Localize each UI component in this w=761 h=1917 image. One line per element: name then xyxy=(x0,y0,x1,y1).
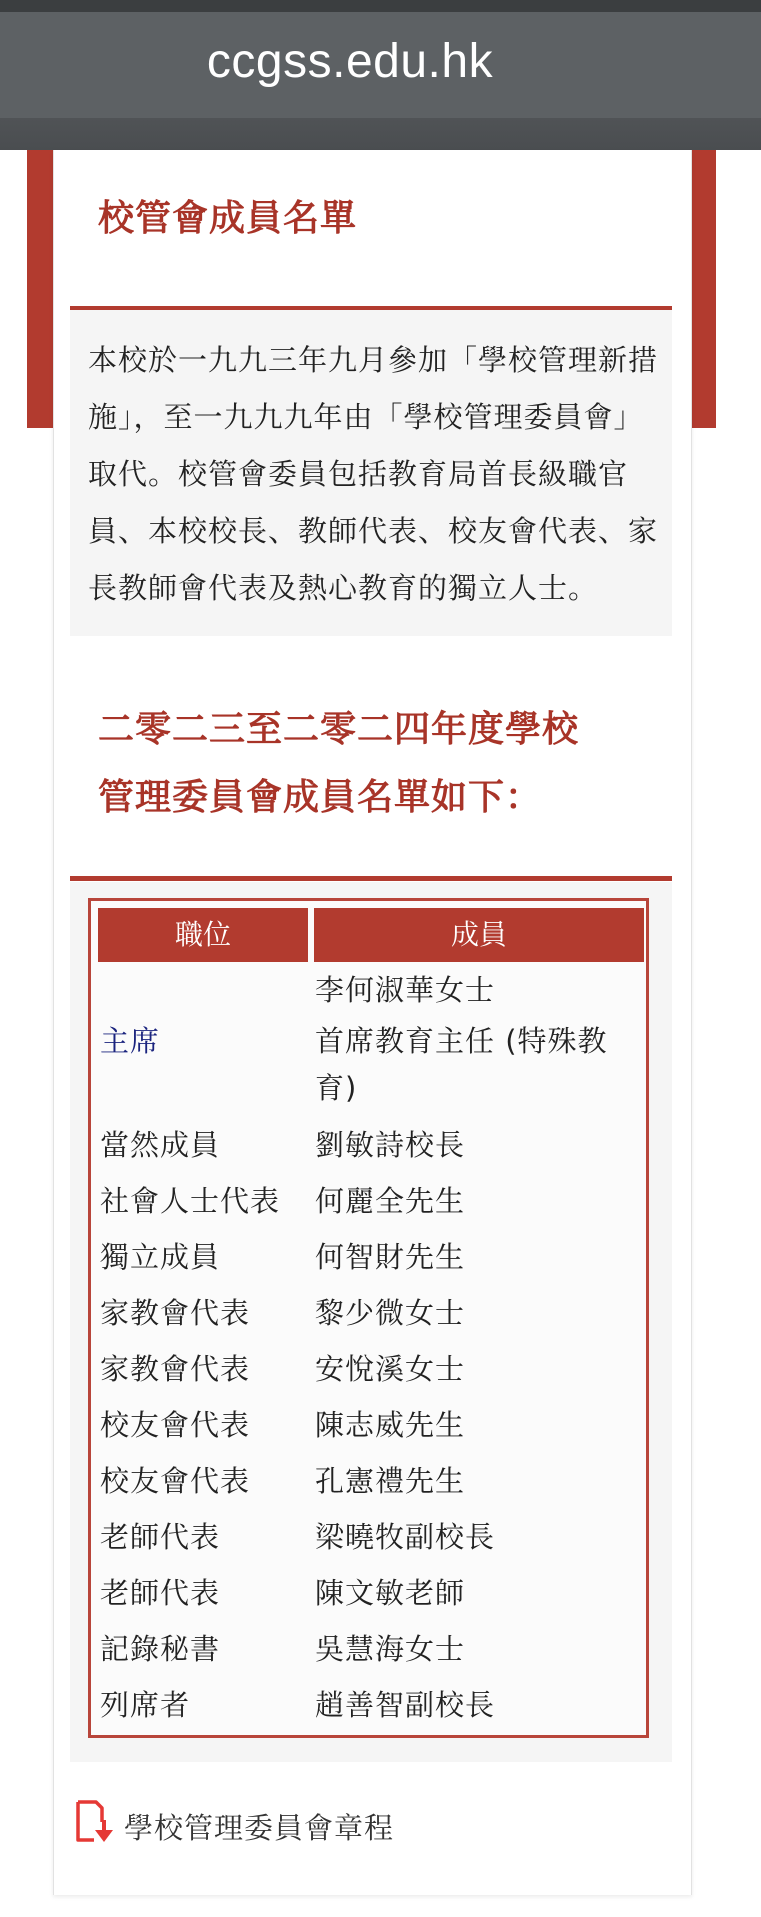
table-row-role: 列席者 xyxy=(100,1688,191,1722)
table-row-member: 何麗全先生 xyxy=(315,1184,466,1218)
table-row-role: 獨立成員 xyxy=(100,1240,221,1274)
header-role: 職位 xyxy=(98,908,308,962)
table-divider xyxy=(70,876,672,881)
table-row-member: 安悅溪女士 xyxy=(315,1352,466,1386)
chair-member-title-cont: 育) xyxy=(315,1071,358,1105)
table-row-role: 社會人士代表 xyxy=(100,1184,281,1218)
table-row-member: 孔憲禮先生 xyxy=(315,1464,466,1498)
table-row-member: 趙善智副校長 xyxy=(315,1688,496,1722)
table-row-role: 老師代表 xyxy=(100,1576,221,1610)
section-heading-line-2: 管理委員會成員名單如下： xyxy=(98,777,543,818)
chair-member-name: 李何淑華女士 xyxy=(315,973,496,1007)
table-row-member: 陳文敏老師 xyxy=(315,1576,466,1610)
document-link[interactable]: 學校管理委員會章程 xyxy=(124,1811,395,1845)
url-text[interactable]: ccgss.edu.hk xyxy=(206,35,494,88)
table-row-role: 家教會代表 xyxy=(100,1296,251,1330)
left-accent-bar xyxy=(27,150,53,428)
table-row-role: 記錄秘書 xyxy=(100,1632,221,1666)
table-row-role: 老師代表 xyxy=(100,1520,221,1554)
table-row-member: 陳志威先生 xyxy=(315,1408,466,1442)
table-row-role: 當然成員 xyxy=(100,1128,221,1162)
chair-role: 主席 xyxy=(100,1024,161,1058)
intro-paragraph: 本校於一九九三年九月參加「學校管理新措施」，至一九九九年由「學校管理委員會」取代。校管會委員包括教育局首長級職官員、本校校長、教師代表、校友會代表、家長教師會代表及熱心教育的獨立人士。 xyxy=(88,343,659,605)
address-bar-shadow xyxy=(0,118,761,150)
table-row-role: 校友會代表 xyxy=(100,1408,251,1442)
table-row-member: 黎少微女士 xyxy=(315,1296,466,1330)
header-member: 成員 xyxy=(314,908,644,962)
right-accent-bar xyxy=(690,150,716,428)
browser-address-bar xyxy=(0,0,761,150)
chair-member-title: 首席教育主任 (特殊教 xyxy=(315,1024,608,1058)
table-row-member: 吳慧海女士 xyxy=(315,1632,466,1666)
section-heading xyxy=(98,696,618,832)
table-row-member: 梁曉牧副校長 xyxy=(315,1520,496,1554)
table-row-role: 校友會代表 xyxy=(100,1464,251,1498)
page-title: 校管會成員名單 xyxy=(98,198,358,239)
status-strip xyxy=(0,0,761,12)
download-document-icon[interactable] xyxy=(74,1800,116,1844)
table-row-member: 劉敏詩校長 xyxy=(315,1128,466,1162)
table-row-role: 家教會代表 xyxy=(100,1352,251,1386)
section-heading-line-1: 二零二三至二零二四年度學校 xyxy=(98,709,580,750)
table-row-member: 何智財先生 xyxy=(315,1240,466,1274)
